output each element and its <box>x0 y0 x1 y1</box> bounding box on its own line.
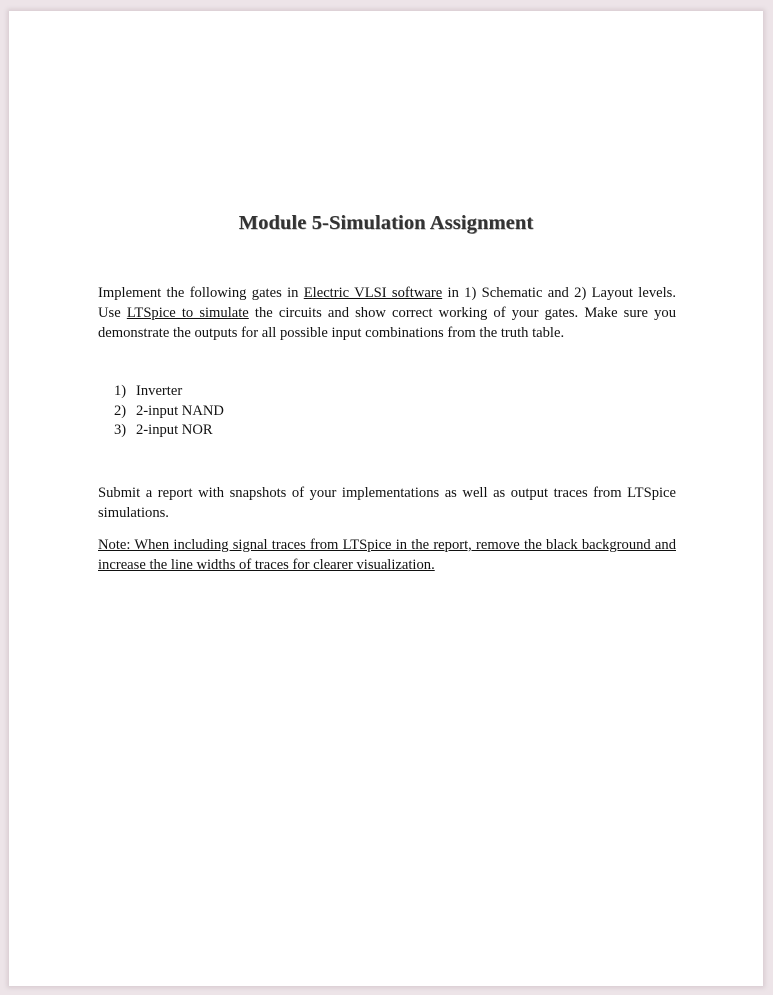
ltspice-reference: LTSpice to simulate <box>126 305 249 321</box>
instructions-paragraph <box>98 283 676 343</box>
submission-paragraph: Submit a report with snapshots of your implementations as well as output traces from LTSpice simulations. <box>98 485 676 521</box>
gate-list <box>98 382 224 441</box>
text: in 1) Schematic and 2) Layout levels. Use <box>98 285 676 321</box>
list-item <box>98 402 224 422</box>
page-title: Module 5-Simulation Assignment <box>238 212 534 234</box>
text: the circuits and show correct working of your gates. Make sure you demonstrate the outputs for all possible input combinations from the truth table. <box>98 305 676 341</box>
list-number: 1) <box>114 383 127 399</box>
electric-vlsi-reference: Electric VLSI software <box>303 285 443 301</box>
list-label: Inverter <box>136 383 183 399</box>
list-number: 2) <box>114 402 127 419</box>
note-paragraph: Note: When including signal traces from LTSpice in the report, remove the black background and increase the line widths of traces for clearer visualization. <box>98 537 676 573</box>
list-number: 3) <box>114 422 127 439</box>
text: Implement the following gates in <box>98 285 304 301</box>
document-page <box>9 11 763 986</box>
list-item <box>98 421 224 441</box>
list-label: 2-input NOR <box>136 422 213 439</box>
list-item <box>98 382 224 402</box>
list-label: 2-input NAND <box>136 402 224 419</box>
